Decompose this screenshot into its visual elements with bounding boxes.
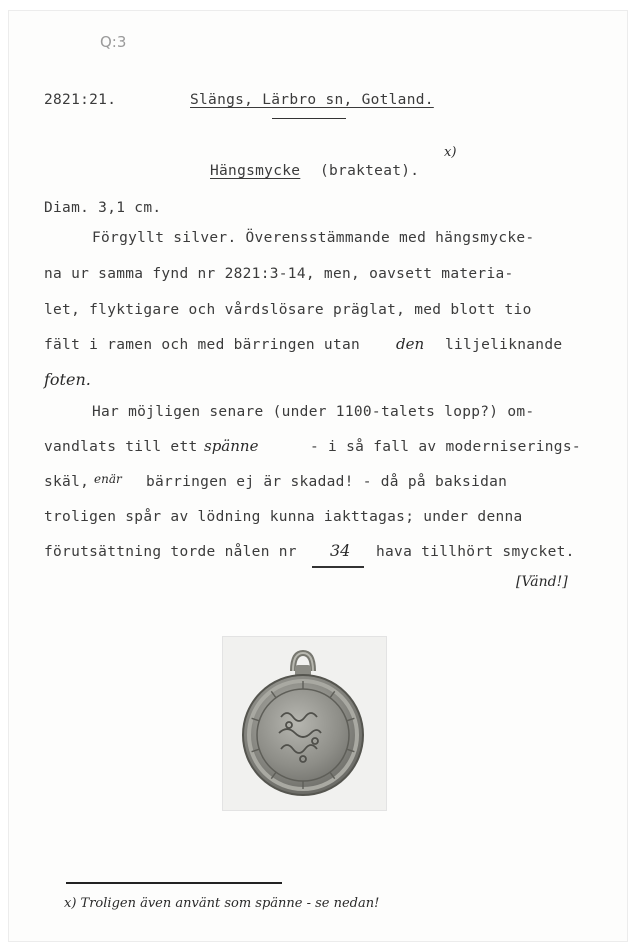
catalogue-number: 2821:21. [44, 92, 117, 108]
body-line-4-end: liljeliknande [445, 337, 563, 353]
object-title: Hängsmycke [210, 163, 301, 179]
handwritten-enar: enär [94, 472, 122, 486]
body-line-9-end: hava tillhört smycket. [376, 544, 575, 560]
body-line-7: bärringen ej är skadad! - då på baksidan [146, 474, 508, 490]
body-line-1: Förgyllt silver. Överensstämmande med hängsmycke- [92, 230, 535, 246]
handwritten-foten: foten. [44, 370, 91, 389]
title-footnote-mark: x) [444, 145, 457, 160]
body-line-6: vandlats till ett [44, 439, 198, 455]
location-extra-underline [272, 118, 346, 119]
bracteate-photo [222, 636, 387, 811]
number-34-underline [312, 566, 364, 568]
handwritten-footnote: x) Troligen även använt som spänne - se nedan! [64, 896, 380, 911]
body-line-9: förutsättning torde nålen nr [44, 544, 297, 560]
bracteate-image [223, 637, 386, 810]
find-location: Slängs, Lärbro sn, Gotland. [190, 92, 434, 108]
pencil-shelf-mark: Q:3 [100, 33, 127, 51]
object-qualifier: (brakteat). [320, 163, 420, 179]
body-line-2: na ur samma fynd nr 2821:3-14, men, oavsett materia- [44, 266, 514, 282]
body-line-4: fält i ramen och med bärringen utan [44, 337, 361, 353]
body-line-5: Har möjligen senare (under 1100-talets lopp?) om- [92, 404, 535, 420]
handwritten-number-34: 34 [330, 541, 351, 560]
footnote-rule [66, 882, 282, 884]
body-line-8: troligen spår av lödning kunna iakttagas; under denna [44, 509, 523, 525]
body-line-3: let, flyktigare och vårdslösare präglat, med blott tio [44, 302, 532, 318]
handwritten-spanne: spänne [204, 437, 259, 455]
body-line-6-end: - i så fall av moderniserings- [310, 439, 581, 455]
handwritten-den: den [396, 335, 425, 353]
body-line-7-start: skäl, [44, 474, 90, 490]
diameter-line: Diam. 3,1 cm. [44, 200, 162, 216]
handwritten-turn-over: [Vänd!] [516, 574, 568, 590]
